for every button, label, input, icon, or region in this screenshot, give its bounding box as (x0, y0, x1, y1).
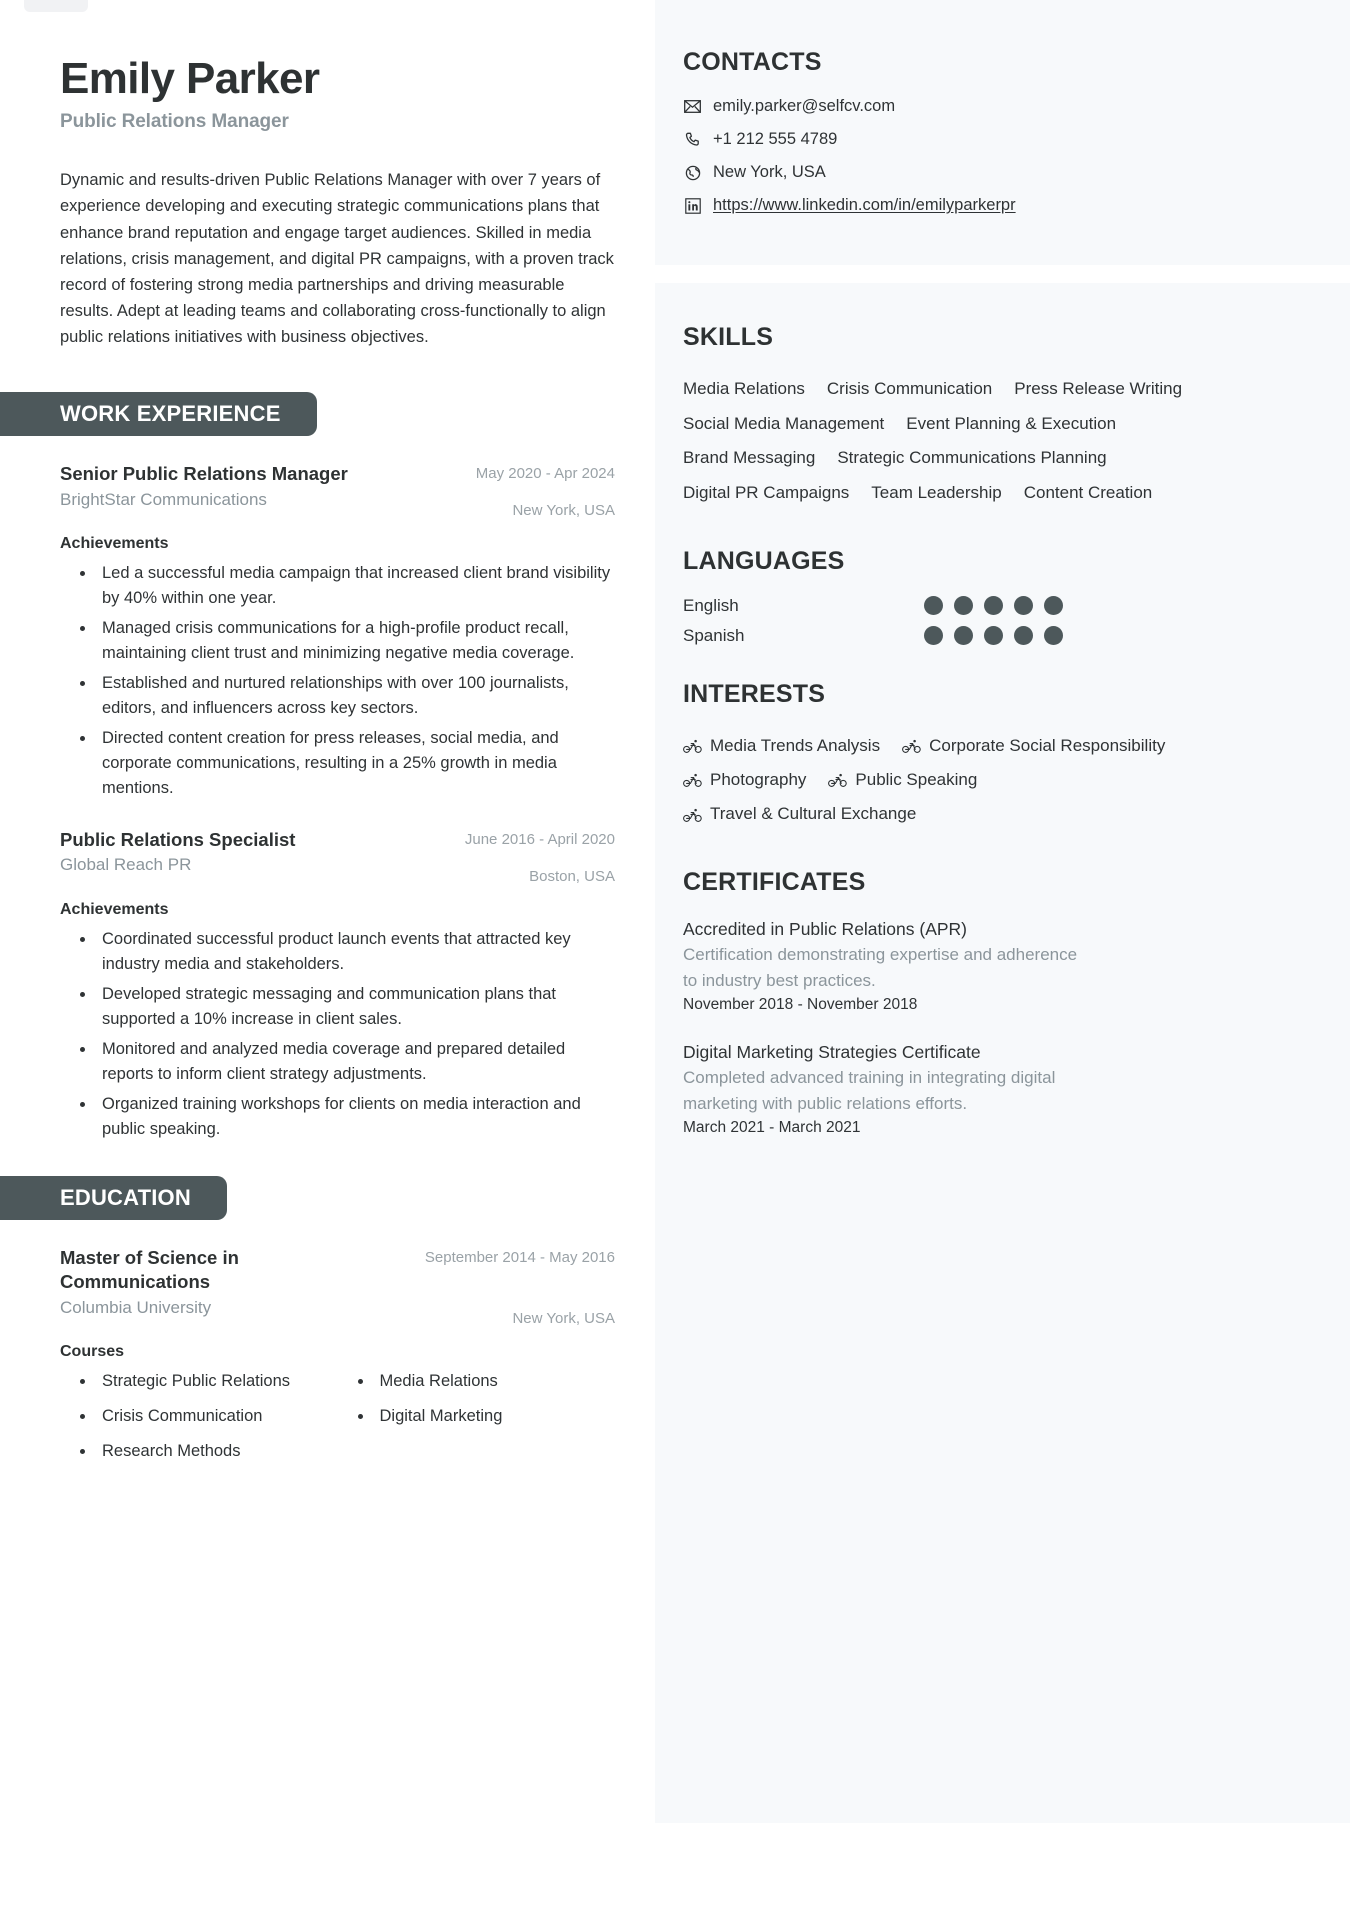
contact-phone[interactable] (683, 130, 1290, 149)
interest-label: Public Speaking (855, 770, 978, 790)
interests-list (683, 729, 1213, 832)
linkedin-icon (683, 196, 702, 215)
language-level-dot (924, 626, 943, 645)
certificate-dates: March 2021 - March 2021 (683, 1118, 861, 1136)
course-item: Research Methods (74, 1439, 338, 1464)
skill-item: Event Planning & Execution (906, 413, 1117, 433)
contact-location-text: New York, USA (713, 163, 826, 181)
language-level-meter (924, 626, 1063, 645)
work-bullet: Coordinated successful product launch events that attracted key industry media and stakeholders. (74, 927, 615, 977)
certificate-dates: November 2018 - November 2018 (683, 995, 918, 1013)
language-row (683, 626, 1063, 646)
bicycle-icon (902, 736, 921, 755)
language-row (683, 596, 1063, 616)
corner-decoration (24, 0, 88, 12)
skill-item: Team Leadership (871, 483, 1002, 503)
skill-item: Strategic Communications Planning (837, 448, 1107, 468)
section-header-certificates: CERTIFICATES (683, 867, 866, 896)
interest-item (828, 763, 977, 797)
entry-title-block (60, 462, 348, 510)
skill-item: Crisis Communication (826, 379, 993, 398)
language-level-dot (984, 626, 1003, 645)
certificate-description: Completed advanced training in integrating digital marketing with public relations efforts. (683, 1068, 1056, 1114)
section-header-languages: LANGUAGES (683, 546, 845, 575)
work-experience-list (60, 462, 615, 1142)
bicycle-icon (828, 771, 847, 790)
interest-label: Corporate Social Responsibility (929, 735, 1166, 755)
entry-meta-block (445, 828, 615, 885)
school-name: Columbia University (60, 1297, 212, 1317)
entry-title-block (60, 1246, 390, 1317)
achievements-label: Achievements (60, 534, 169, 552)
interest-item (683, 797, 916, 831)
achievements-list (74, 561, 615, 802)
globe-icon (683, 163, 702, 182)
job-location: New York, USA (512, 501, 615, 519)
entry-meta-block (445, 462, 615, 519)
section-header-skills: SKILLS (683, 323, 774, 351)
section-header-contacts: CONTACTS (683, 48, 822, 76)
language-level-dot (984, 596, 1003, 615)
panel-divider (655, 265, 1350, 283)
right-sidebar (655, 0, 1350, 1907)
certificate-item (683, 917, 1083, 1014)
contact-location (683, 163, 1290, 182)
work-bullet: Established and nurtured relationships with over 100 journalists, editors, and influencers across key sectors. (74, 671, 615, 721)
education-location: New York, USA (512, 1310, 615, 1328)
entry-header (60, 828, 615, 885)
skill-item: Social Media Management (683, 413, 885, 433)
work-experience-entry (60, 462, 615, 802)
job-dates: June 2016 - April 2020 (464, 830, 615, 848)
achievements-list (74, 927, 615, 1143)
work-bullet: Developed strategic messaging and communication plans that supported a 10% increase in client sales. (74, 982, 615, 1032)
contact-email-text: emily.parker@selfcv.com (713, 97, 896, 115)
certificate-description: Certification demonstrating expertise and adherence to industry best practices. (683, 945, 1078, 991)
section-header-work-experience: WORK EXPERIENCE (0, 392, 317, 436)
skills-list (683, 372, 1213, 511)
achievements-label: Achievements (60, 900, 169, 918)
work-bullet: Organized training workshops for clients on media interaction and public speaking. (74, 1092, 615, 1142)
certificate-name: Digital Marketing Strategies Certificate (683, 1041, 981, 1062)
work-bullet: Monitored and analyzed media coverage and prepared detailed reports to inform client strategy adjustments. (74, 1037, 615, 1087)
course-item: Digital Marketing (352, 1404, 616, 1429)
language-name: English (683, 595, 739, 615)
job-role: Senior Public Relations Manager (60, 462, 348, 484)
contacts-panel (655, 0, 1350, 265)
work-bullet: Directed content creation for press releases, social media, and corporate communications, resulting in a 25% growth in media mentions. (74, 726, 615, 801)
job-title: Public Relations Manager (60, 111, 289, 133)
profile-summary: Dynamic and results-driven Public Relations Manager with over 7 years of experience developing and executing strategic communications plans that enhance brand reputation and engage target audiences. Skilled in media relations, crisis management, and digital PR campaigns, with a proven track record of fostering strong media partnerships and driving measurable results. Adept at leading teams and collaborating cross-functionally to align public relations initiatives with business objectives. (60, 171, 614, 346)
language-level-dot (1014, 626, 1033, 645)
education-list (60, 1246, 615, 1463)
contact-linkedin[interactable] (683, 196, 1290, 215)
company-name: Global Reach PR (60, 855, 192, 875)
education-entry (60, 1246, 615, 1463)
contact-email[interactable] (683, 97, 1290, 116)
skill-item: Press Release Writing (1014, 379, 1183, 398)
bicycle-icon (683, 736, 702, 755)
section-header-education: EDUCATION (0, 1176, 227, 1220)
courses-label: Courses (60, 1343, 125, 1361)
skill-item: Media Relations (683, 379, 805, 398)
skill-item: Digital PR Campaigns (683, 483, 850, 503)
interest-label: Media Trends Analysis (710, 735, 881, 755)
language-level-dot (924, 596, 943, 615)
language-level-dot (1014, 596, 1033, 615)
course-item: Strategic Public Relations (74, 1369, 338, 1394)
section-header-interests: INTERESTS (683, 679, 826, 708)
work-bullet: Led a successful media campaign that increased client brand visibility by 40% within one year. (74, 561, 615, 611)
interest-item (902, 729, 1165, 763)
work-experience-entry (60, 828, 615, 1143)
job-location: Boston, USA (529, 867, 615, 885)
page-title: Emily Parker (60, 54, 320, 103)
entry-header (60, 1246, 615, 1327)
language-level-dot (954, 596, 973, 615)
language-level-dot (954, 626, 973, 645)
course-item: Media Relations (352, 1369, 616, 1394)
language-name: Spanish (683, 625, 745, 645)
languages-list (683, 596, 1290, 646)
sidebar-sections-panel (655, 283, 1350, 1823)
courses-list (74, 1369, 615, 1463)
contact-phone-text: +1 212 555 4789 (713, 130, 838, 148)
degree-name: Master of Science in Communications (60, 1247, 239, 1292)
left-column (0, 0, 655, 1907)
job-dates: May 2020 - Apr 2024 (475, 464, 615, 482)
phone-icon (683, 130, 702, 149)
language-level-meter (924, 596, 1063, 615)
certificates-list (683, 917, 1290, 1137)
language-level-dot (1044, 626, 1063, 645)
certificate-name: Accredited in Public Relations (APR) (683, 918, 968, 939)
interest-label: Travel & Cultural Exchange (710, 804, 917, 824)
skill-item: Content Creation (1023, 483, 1153, 503)
education-dates: September 2014 - May 2016 (424, 1249, 615, 1267)
language-level-dot (1044, 596, 1063, 615)
entry-header (60, 462, 615, 519)
interest-item (683, 729, 880, 763)
interest-item (683, 763, 806, 797)
company-name: BrightStar Communications (60, 489, 267, 509)
job-role: Public Relations Specialist (60, 828, 296, 850)
work-bullet: Managed crisis communications for a high-profile product recall, maintaining client trust and minimizing negative media coverage. (74, 616, 615, 666)
bicycle-icon (683, 771, 702, 790)
interest-label: Photography (710, 770, 807, 790)
certificate-item (683, 1040, 1083, 1137)
contact-linkedin-text[interactable]: https://www.linkedin.com/in/emilyparkerpr (713, 196, 1016, 214)
entry-title-block (60, 828, 295, 876)
course-item: Crisis Communication (74, 1404, 338, 1429)
entry-meta-block (425, 1246, 615, 1327)
skill-item: Brand Messaging (683, 448, 816, 468)
envelope-icon (683, 97, 702, 116)
bicycle-icon (683, 805, 702, 824)
